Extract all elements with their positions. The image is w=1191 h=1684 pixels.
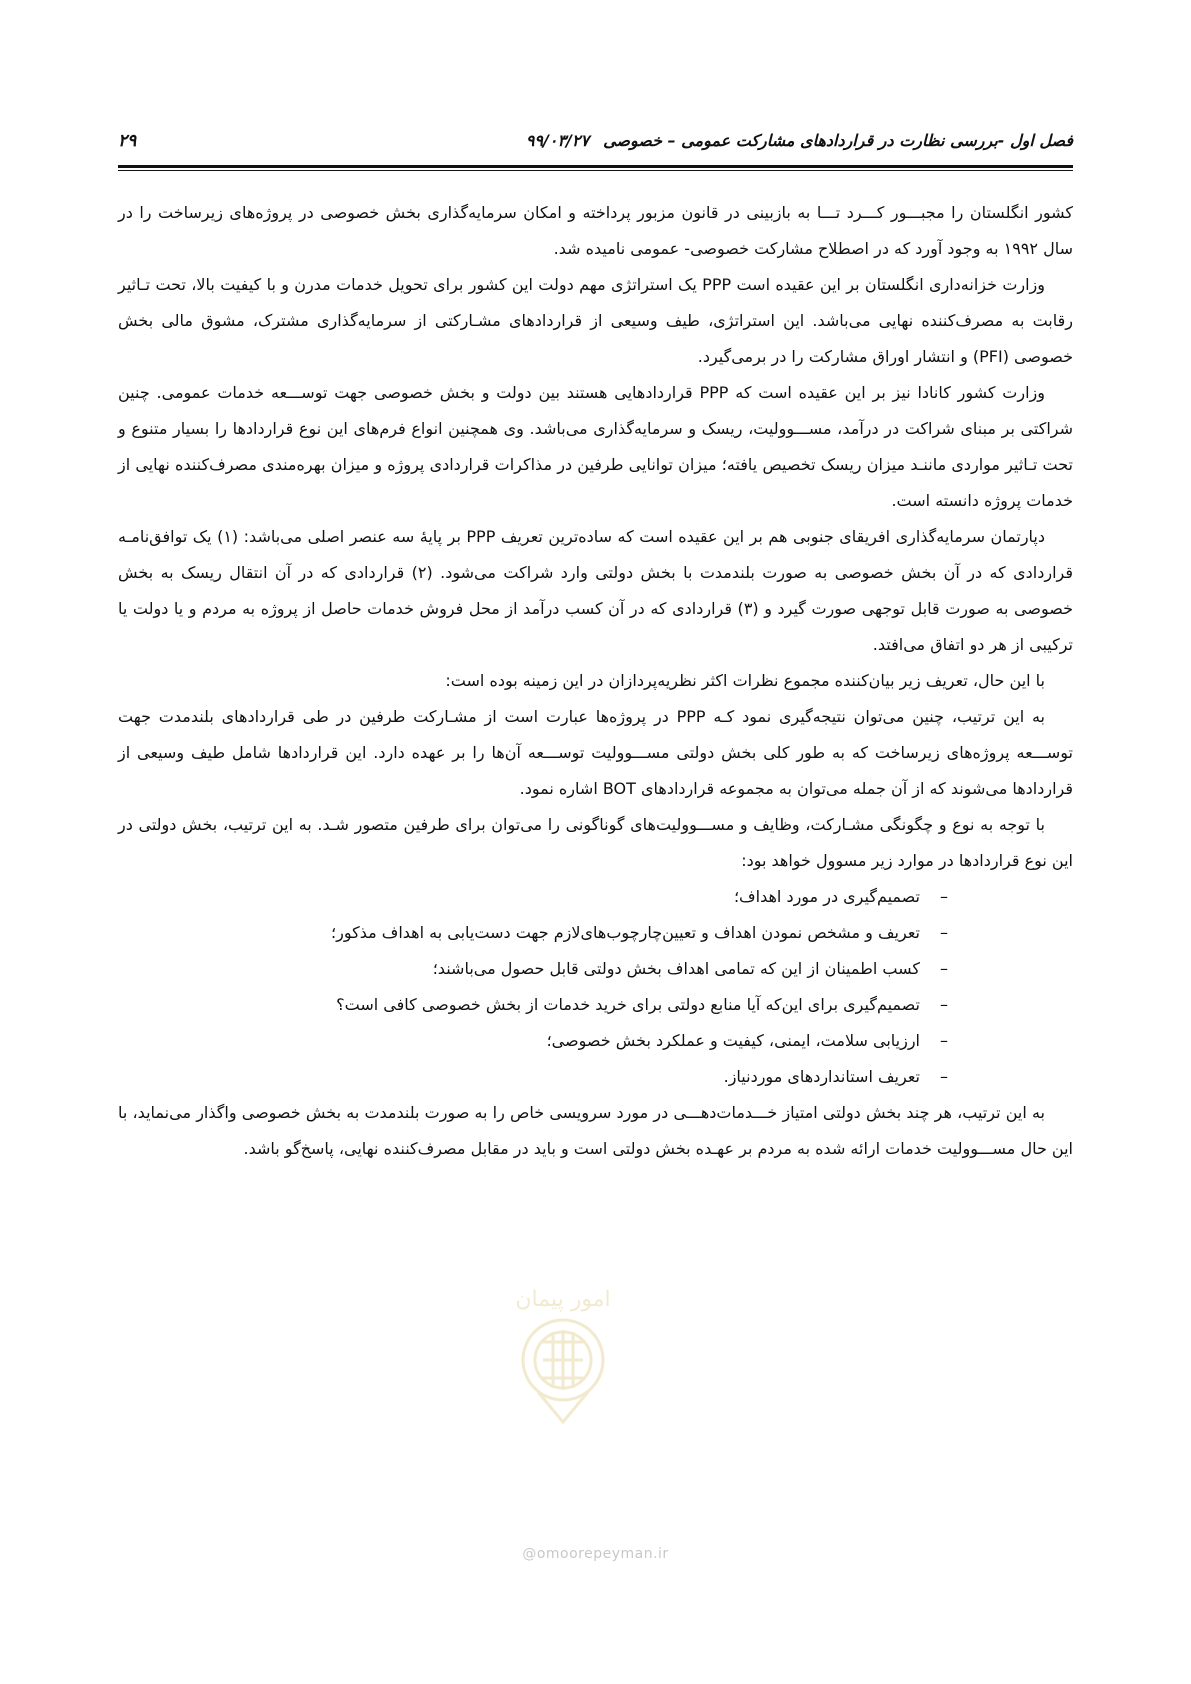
paragraph-4: دپارتمان سرمایه‌گذاری افریقای جنوبی هم بر این عقیده است که ساده‌ترین تعریف PPP بر پایهٔ سه عنصر اصلی می‌باشد: (۱) یک توافق‌نامـه قراردادی که در آن بخش خصوصی به صورت بلندمدت با بخش دولتی وارد شراکت می‌شود. (۲) قراردادی که در آن انتقال ریسک به بخش خصوصی به صورت قابل توجهی صورت گیرد و (۳) قراردادی که در آن کسب درآمد از محل فروش خدمات حاصل از پروژه به مردم و یا دولت یا ترکیبی از هر دو اتفاق می‌افتد. — [118, 527, 1074, 654]
header-rule-thick — [118, 165, 1073, 168]
list-item: – تعریف و مشخص نمودن اهداف و تعیین‌چارچوب‌های‌لازم جهت دست‌یابی به اهداف مذکور؛ — [118, 915, 948, 951]
list-item: – تعریف استانداردهای موردنیاز. — [118, 1059, 948, 1095]
paragraph-2: وزارت خزانه‌داری انگلستان بر این عقیده است PPP یک استراتژی مهم دولت این کشور برای تحویل خدمات مدرن و با کیفیت بالا، تحت تـاثیر رقابت به مصرف‌کننده نهایی می‌باشد. این استراتژی، طیف وسیعی از قراردادهای مشـارکتی از سرمایه‌گذاری مشترک، مشوق مالی بخش خصوصی (PFI) و انتشار اوراق مشارکت را در برمی‌گیرد. — [118, 275, 1073, 366]
page-body — [118, 195, 1073, 1167]
list-item: – تصمیم‌گیری در مورد اهداف؛ — [118, 879, 948, 915]
paragraph-7: با توجه به نوع و چگونگی مشـارکت، وظایف و مســـوولیت‌های گوناگونی را می‌توان برای طرفین متصور شـد. به این ترتیب، بخش دولتی در این نوع قراردادها در موارد زیر مسوول خواهد بود: — [118, 815, 1073, 870]
page-number: ۲۹ — [118, 131, 137, 151]
list-item: – کسب اطمینان از این که تمامی اهداف بخش دولتی قابل حصول می‌باشند؛ — [118, 951, 948, 987]
paragraph-3: وزارت کشور کانادا نیز بر این عقیده است که PPP قراردادهایی هستند بین دولت و بخش خصوصی جهت توســـعه خدمات عمومی. چنین شراکتی بر مبنای شراکت در درآمد، مســـوولیت، ریسک و سرمایه‌گذاری می‌باشد. وی همچنین انواع فرم‌های این نوع قراردادها را بسیار متنوع و تحت تـاثیر مواردی ماننـد میزان ریسک تخصیص یافته؛ میزان توانایی طرفین در مذاکرات قراردادی پروژه و میزان بهره‌مندی مصرف‌کننده نهایی از خدمات پروژه دانسته است. — [118, 383, 1073, 510]
list-item: – تصمیم‌گیری برای این‌که آیا منابع دولتی برای خرید خدمات از بخش خصوصی کافی است؟ — [118, 987, 948, 1023]
paragraph-1: کشور انگلستان را مجبـــور کـــرد تـــا به بازبینی در قانون مزبور پرداخته و امکان سرمایه‌گذاری بخش خصوصی در پروژه‌های زیرساخت را در سال ۱۹۹۲ به وجود آورد که در اصطلاح مشارکت خصوصی- عمومی نامیده شد. — [118, 203, 1073, 258]
paragraph-6: به این ترتیب، چنین می‌توان نتیجه‌گیری نمود کـه PPP در پروژه‌ها عبارت است از مشـارکت طرفین در طی قراردادهای بلندمدت جهت توســـعه پروژه‌های زیرساخت که به طور کلی بخش دولتی مســـوولیت توســـعه آن‌ها را بر عهده دارد. این قراردادها شامل طیف وسیعی از قراردادها می‌شوند که از آن جمله می‌توان به مجموعه قراردادهای BOT اشاره نمود. — [118, 707, 1073, 798]
list-item: – ارزیابی سلامت، ایمنی، کیفیت و عملکرد بخش خصوصی؛ — [118, 1023, 948, 1059]
header-rule-thin — [118, 170, 1073, 171]
header-date: ۹۹/۰۳/۲۷ — [525, 131, 590, 150]
watermark-logo-icon — [498, 1282, 628, 1432]
responsibility-list — [118, 879, 1073, 1095]
watermark-logo-text: امور پیمان — [515, 1287, 611, 1312]
closing-paragraph: به این ترتیب، هر چند بخش دولتی امتیاز خـــدمات‌دهـــی در مورد سرویسی خاص را به صورت بلندمدت به بخش خصوصی واگذار می‌نماید، با این حال مســـوولیت خدمات ارائه شده به مردم بر عهـده بخش دولتی است و باید در مقابل مصرف‌کننده نهایی، پاسخ‌گو باشد. — [118, 1103, 1073, 1158]
paragraph-5: با این حال، تعریف زیر بیان‌کننده مجموع نظرات اکثر نظریه‌پردازان در این زمینه بوده است: — [445, 671, 1045, 690]
chapter-title-text: فصل اول -بررسی نظارت در قراردادهای مشارکت عمومی – خصوصی — [603, 131, 1073, 150]
page-header — [118, 125, 1073, 165]
watermark-url: @omoorepeyman.ir — [522, 1546, 669, 1562]
chapter-title — [526, 131, 1073, 150]
